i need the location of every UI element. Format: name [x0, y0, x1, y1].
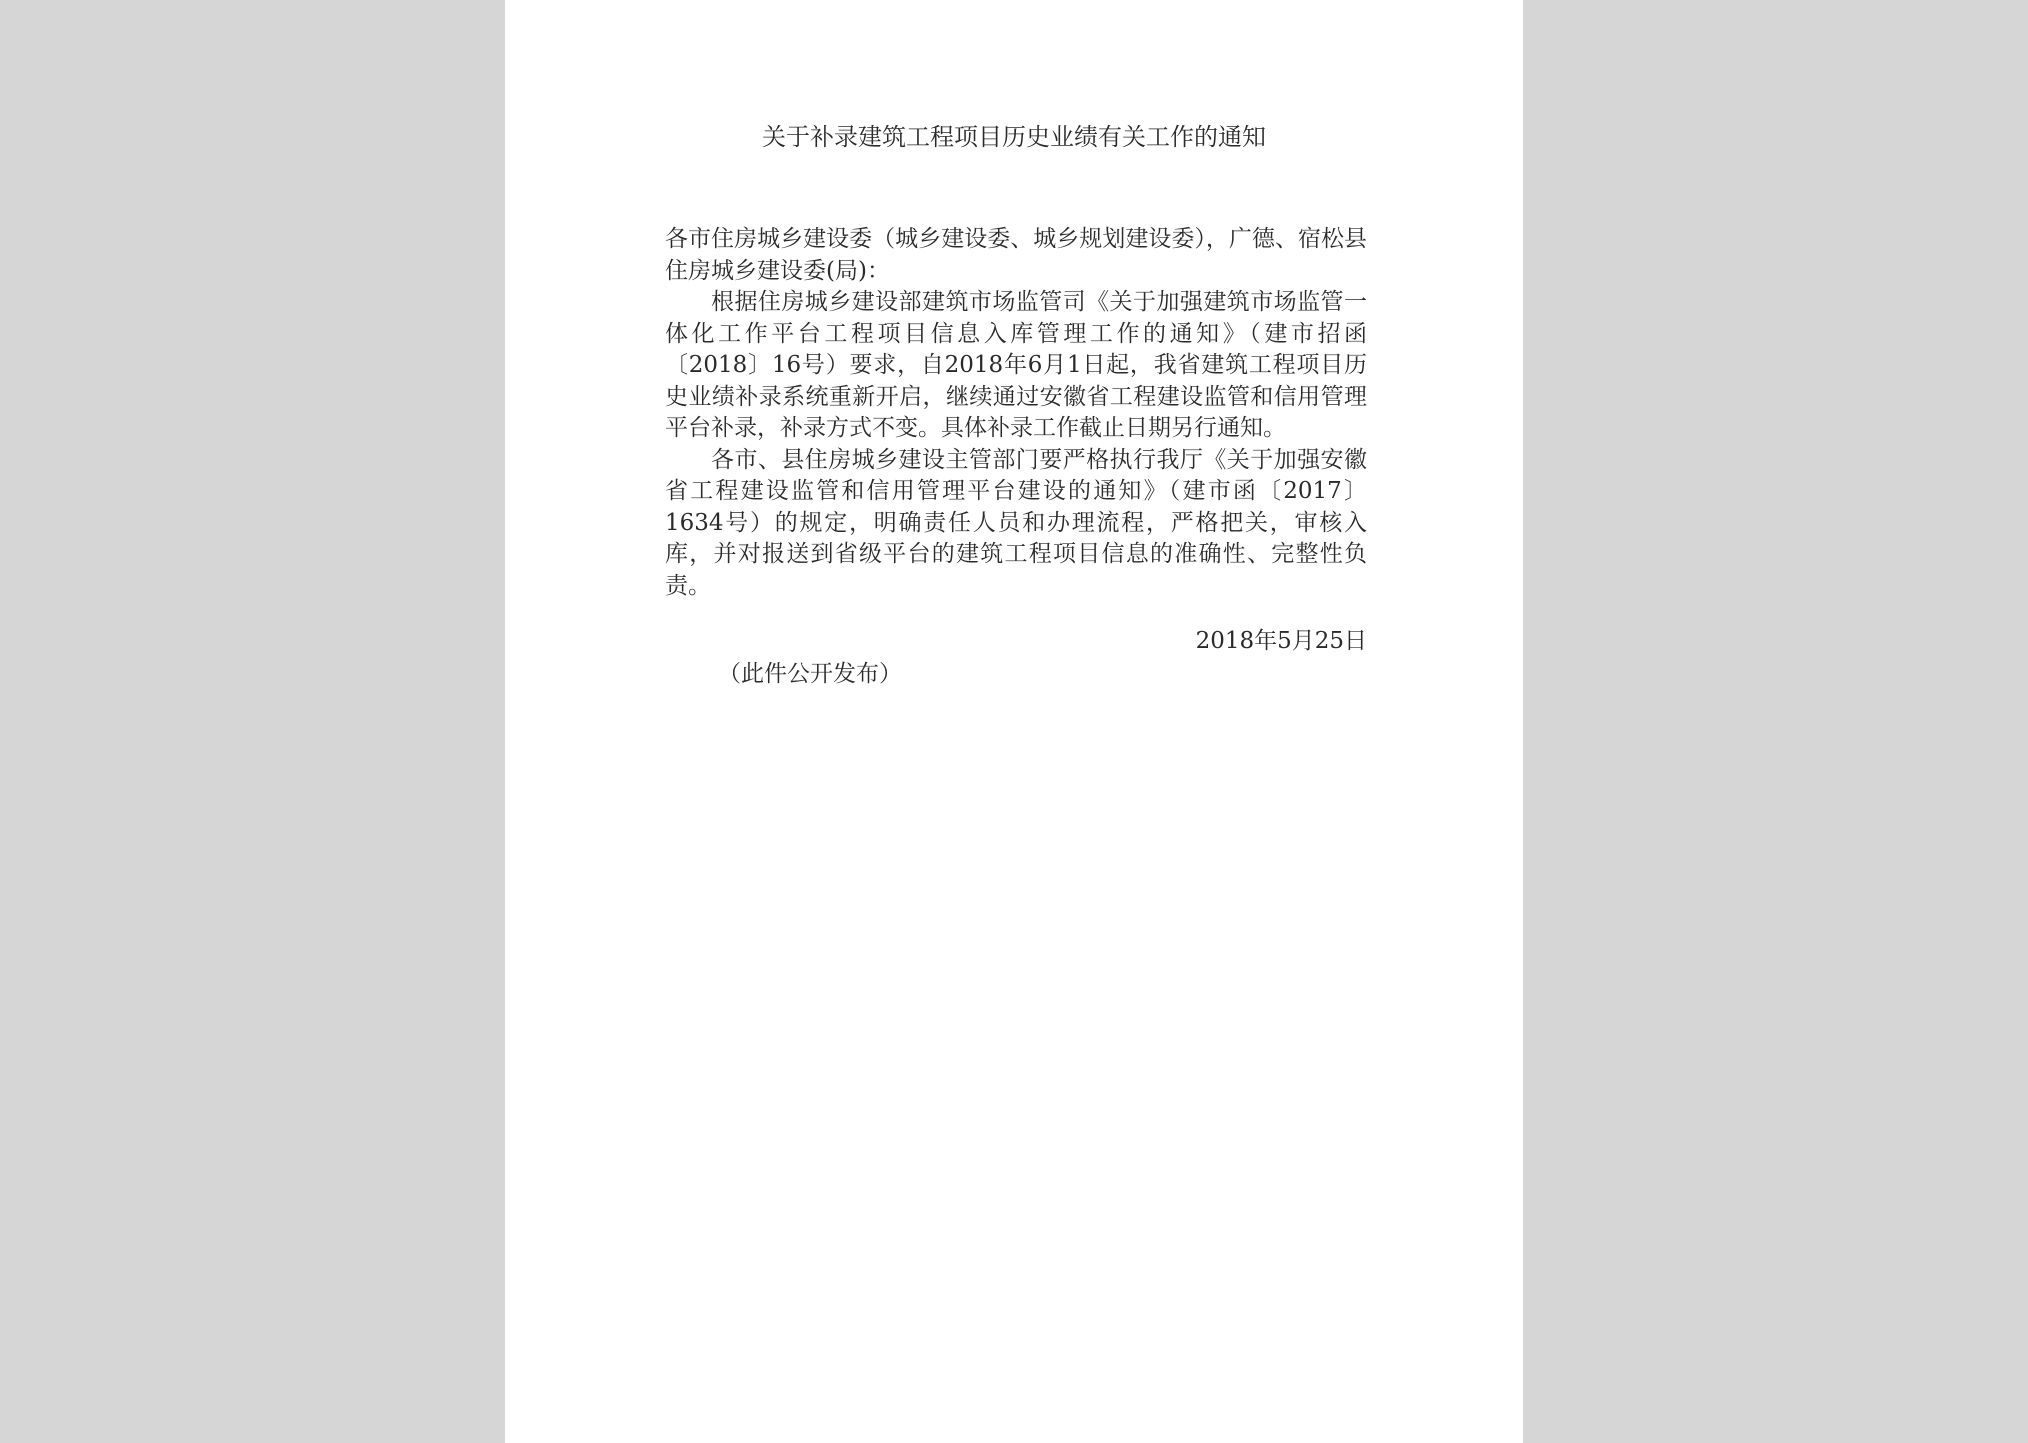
publication-note: （此件公开发布） [718, 661, 902, 687]
document-date: 2018年5月25日 [1195, 628, 1367, 654]
paragraph-1: 根据住房城乡建设部建筑市场监管司《关于加强建筑市场监管一体化工作平台工程项目信息入库管理工作的通知》（建市招函〔2018〕16号）要求，自2018年6月1日起，我省建筑工程项目历史业绩补录系统重新开启，继续通过安徽省工程建设监管和信用管理平台补录，补录方式不变。具体补录工作截止日期另行通知。 [665, 289, 1367, 441]
paragraph-2: 各市、县住房城乡建设主管部门要严格执行我厅《关于加强安徽省工程建设监管和信用管理平台建设的通知》（建市函〔2017〕1634号）的规定，明确责任人员和办理流程，严格把关，审核入库，并对报送到省级平台的建筑工程项目信息的准确性、完整性负责。 [665, 446, 1367, 599]
salutation: 各市住房城乡建设委（城乡建设委、城乡规划建设委），广德、宿松县住房城乡建设委(局)： [665, 226, 1367, 284]
document-page [505, 0, 1523, 1443]
document-title: 关于补录建筑工程项目历史业绩有关工作的通知 [762, 123, 1266, 151]
document-body [665, 224, 1367, 602]
